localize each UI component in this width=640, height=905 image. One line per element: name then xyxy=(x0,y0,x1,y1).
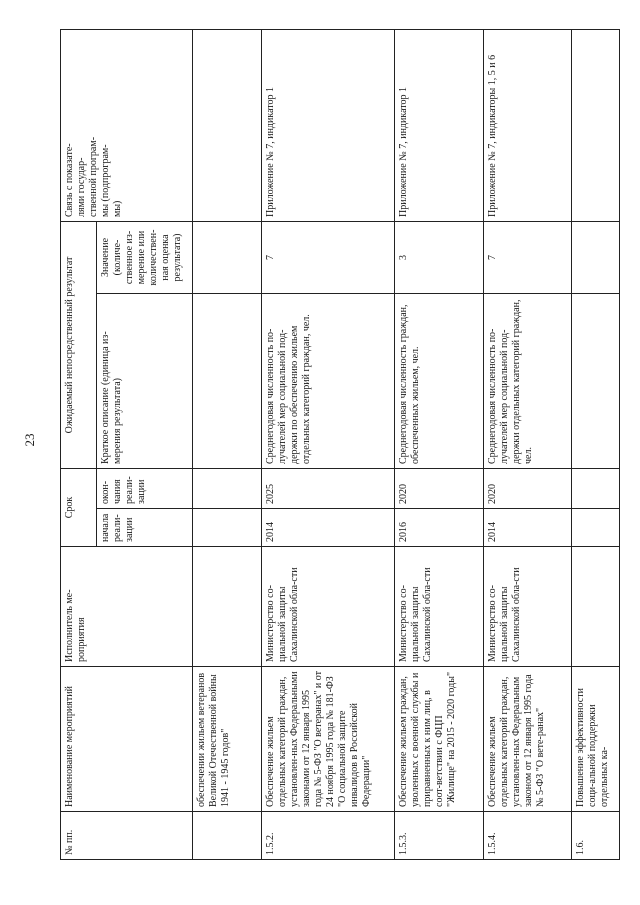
row-name: Обеспечение жильем отдельных категорий граждан, установлен-ных Федеральным законом от 12 января 1995 года № 5-ФЗ "О вете-ранах" xyxy=(483,667,572,812)
row-value: 7 xyxy=(483,221,572,293)
table-row xyxy=(572,29,620,859)
row-start: 2014 xyxy=(261,509,394,547)
header-link: Связь с показате- лями государ- ственной програм- мы (подпрограм- мы) xyxy=(61,29,193,221)
row-desc: Среднегодовая численность по-лучателей мер социальной под-держки по обеспечению жильем отдельных категорий граждан, чел. xyxy=(261,294,394,469)
row-executor xyxy=(193,547,262,667)
program-table xyxy=(60,29,620,860)
row-num: 1.5.3. xyxy=(394,812,483,860)
row-start: 2016 xyxy=(394,509,483,547)
row-name: Обеспечение жильем граждан, уволенных с военной службы и приравненных к ним лиц, в соот-ветствии с ФЦП "Жилище" на 2015 - 2020 годы" xyxy=(394,667,483,812)
row-name: Повышение эффективности соци-альной поддержки отдельных ка- xyxy=(572,667,620,812)
row-link: Приложение № 7, индикатор 1 xyxy=(261,29,394,221)
header-expected-desc: Краткое описание (единица из- мерения результата) xyxy=(97,294,193,469)
row-executor: Министерство со-циальной защиты Сахалинской обла-сти xyxy=(394,547,483,667)
row-link: Приложение № 7, индикатор 1 xyxy=(394,29,483,221)
page-number: 23 xyxy=(22,433,37,447)
row-value: 7 xyxy=(261,221,394,293)
table-row xyxy=(193,29,262,859)
row-link xyxy=(193,29,262,221)
row-link: Приложение № 7, индикаторы 1, 5 и 6 xyxy=(483,29,572,221)
row-desc xyxy=(193,294,262,469)
row-num: 1.6. xyxy=(572,812,620,860)
table-row xyxy=(261,29,394,859)
row-executor xyxy=(572,547,620,667)
header-term-start: начала реали- зации xyxy=(97,509,193,547)
row-value: 3 xyxy=(394,221,483,293)
row-end: 2020 xyxy=(394,469,483,509)
row-num: 1.5.4. xyxy=(483,812,572,860)
row-desc: Среднегодовая численность граждан, обеспеченных жильем, чел. xyxy=(394,294,483,469)
header-num: № пп. xyxy=(61,812,193,860)
row-name: обеспечении жильем ветеранов Великой Отечественной войны 1941 - 1945 годов" xyxy=(193,667,262,812)
header-term-end: окон- чания реали- зации xyxy=(97,469,193,509)
row-end: 2025 xyxy=(261,469,394,509)
row-name: Обеспечение жильем отдельных категорий граждан, установлен-ных Федеральными законами от 12 января 1995 года № 5-ФЗ "О ветеранах" и от 24 ноября 1995 года № 181-ФЗ "О социальной защите инвалидов в Российской Федерации" xyxy=(261,667,394,812)
document-table-rotated xyxy=(60,30,620,860)
row-desc: Среднегодовая численность по-лучателей мер социальной под-держки отдельных категорий граждан, чел. xyxy=(483,294,572,469)
header-executor: Исполнитель ме- роприятия xyxy=(61,547,193,667)
row-executor: Министерство со-циальной защиты Сахалинской обла-сти xyxy=(261,547,394,667)
row-num xyxy=(193,812,262,860)
row-end xyxy=(193,469,262,509)
header-expected-value: Значение (количе- ственное из- мерение или количествен- ная оценка результата) xyxy=(97,221,193,293)
row-executor: Министерство со-циальной защиты Сахалинской обла-сти xyxy=(483,547,572,667)
table-row xyxy=(394,29,483,859)
row-start xyxy=(572,509,620,547)
row-value xyxy=(572,221,620,293)
header-expected: Ожидаемый непосредственный результат xyxy=(61,221,97,468)
row-num: 1.5.2. xyxy=(261,812,394,860)
row-desc xyxy=(572,294,620,469)
header-name: Наименование мероприятий xyxy=(61,667,193,812)
row-end: 2020 xyxy=(483,469,572,509)
table-row xyxy=(483,29,572,859)
header-term: Срок xyxy=(61,469,97,547)
row-link xyxy=(572,29,620,221)
row-start: 2014 xyxy=(483,509,572,547)
row-value xyxy=(193,221,262,293)
row-end xyxy=(572,469,620,509)
row-start xyxy=(193,509,262,547)
